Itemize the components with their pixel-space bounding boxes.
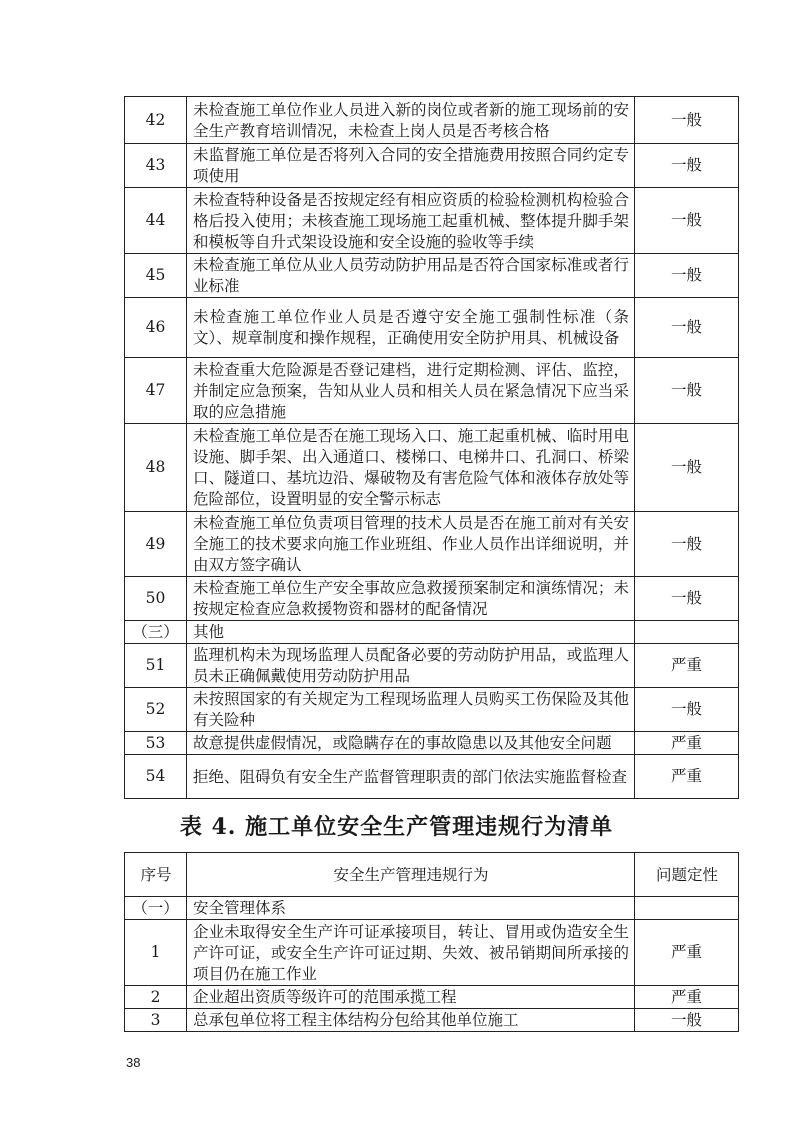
table4-title: 表 4. 施工单位安全生产管理违规行为清单 (179, 814, 614, 840)
row-description: 企业超出资质等级许可的范围承揽工程 (187, 986, 635, 1009)
row-severity: 一般 (635, 577, 739, 621)
row-number: 45 (125, 254, 187, 298)
row-severity: 一般 (635, 254, 739, 298)
row-severity: 一般 (635, 358, 739, 424)
table-row (125, 732, 739, 755)
section-severity-empty (635, 621, 739, 644)
row-severity: 严重 (635, 755, 739, 799)
table-row (125, 1009, 739, 1032)
table-row (125, 298, 739, 358)
table-row (125, 97, 739, 144)
row-number: 49 (125, 512, 187, 577)
row-number: 2 (125, 986, 187, 1009)
row-number: 48 (125, 424, 187, 512)
row-number: 52 (125, 688, 187, 732)
contractor-violations-table (124, 852, 739, 1032)
row-severity: 严重 (635, 732, 739, 755)
table-row (125, 512, 739, 577)
row-severity: 一般 (635, 512, 739, 577)
row-description: 未检查施工单位作业人员是否遵守安全施工强制性标准（条文）、规章制度和操作规程，正确使用安全防护用具、机械设备 (187, 298, 635, 358)
row-description: 未检查施工单位从业人员劳动防护用品是否符合国家标准或者行业标准 (187, 254, 635, 298)
row-severity: 严重 (635, 986, 739, 1009)
table-row (125, 577, 739, 621)
row-severity: 一般 (635, 97, 739, 144)
row-number: 3 (125, 1009, 187, 1032)
row-severity: 一般 (635, 188, 739, 254)
table-row (125, 920, 739, 986)
table-row (125, 358, 739, 424)
row-number: 51 (125, 644, 187, 688)
row-description: 未检查施工单位生产安全事故应急救援预案制定和演练情况；未按规定检查应急救援物资和器材的配备情况 (187, 577, 635, 621)
table-row (125, 424, 739, 512)
section-title: 其他 (187, 621, 635, 644)
table-row (125, 644, 739, 688)
row-description: 未检查施工单位是否在施工现场入口、施工起重机械、临时用电设施、脚手架、出入通道口、楼梯口、电梯井口、孔洞口、桥梁口、隧道口、基坑边沿、爆破物及有害危险气体和液体存放处等危险部位，设置明显的安全警示标志 (187, 424, 635, 512)
row-description: 总承包单位将工程主体结构分包给其他单位施工 (187, 1009, 635, 1032)
row-description: 未检查施工单位作业人员进入新的岗位或者新的施工现场前的安全生产教育培训情况，未检查上岗人员是否考核合格 (187, 97, 635, 144)
row-severity: 严重 (635, 644, 739, 688)
row-number: 54 (125, 755, 187, 799)
header-severity: 问题定性 (635, 853, 739, 897)
section-row (125, 897, 739, 920)
row-description: 未检查重大危险源是否登记建档，进行定期检测、评估、监控，并制定应急预案，告知从业人员和相关人员在紧急情况下应当采取的应急措施 (187, 358, 635, 424)
row-description: 未检查特种设备是否按规定经有相应资质的检验检测机构检验合格后投入使用；未核查施工现场施工起重机械、整体提升脚手架和模板等自升式架设设施和安全设施的验收等手续 (187, 188, 635, 254)
row-number: 50 (125, 577, 187, 621)
row-number: 47 (125, 358, 187, 424)
row-severity: 一般 (635, 1009, 739, 1032)
section-row (125, 621, 739, 644)
section-number: （三） (125, 621, 187, 644)
row-description: 企业未取得安全生产许可证承接项目，转让、冒用或伪造安全生产许可证，或安全生产许可证过期、失效、被吊销期间所承接的项目仍在施工作业 (187, 920, 635, 986)
row-severity: 一般 (635, 298, 739, 358)
row-description: 未按照国家的有关规定为工程现场监理人员购买工伤保险及其他有关险种 (187, 688, 635, 732)
header-number: 序号 (125, 853, 187, 897)
table-row (125, 755, 739, 799)
section-severity-empty (635, 897, 739, 920)
row-number: 1 (125, 920, 187, 986)
row-number: 46 (125, 298, 187, 358)
row-number: 53 (125, 732, 187, 755)
row-severity: 一般 (635, 424, 739, 512)
section-title: 安全管理体系 (187, 897, 635, 920)
row-severity: 一般 (635, 688, 739, 732)
row-description: 未检查施工单位负责项目管理的技术人员是否在施工前对有关安全施工的技术要求向施工作业班组、作业人员作出详细说明，并由双方签字确认 (187, 512, 635, 577)
page-number: 38 (126, 1055, 141, 1070)
row-description: 监理机构未为现场监理人员配备必要的劳动防护用品，或监理人员未正确佩戴使用劳动防护用品 (187, 644, 635, 688)
table-row (125, 188, 739, 254)
table-row (125, 986, 739, 1009)
row-description: 故意提供虚假情况，或隐瞒存在的事故隐患以及其他安全问题 (187, 732, 635, 755)
row-severity: 严重 (635, 920, 739, 986)
row-severity: 一般 (635, 144, 739, 188)
table-row (125, 688, 739, 732)
row-number: 44 (125, 188, 187, 254)
table-row (125, 254, 739, 298)
row-description: 拒绝、阻碍负有安全生产监督管理职责的部门依法实施监督检查 (187, 755, 635, 799)
row-description: 未监督施工单位是否将列入合同的安全措施费用按照合同约定专项使用 (187, 144, 635, 188)
row-number: 43 (125, 144, 187, 188)
section-number: （一） (125, 897, 187, 920)
table-header-row (125, 853, 739, 897)
row-number: 42 (125, 97, 187, 144)
header-behavior: 安全生产管理违规行为 (187, 853, 635, 897)
table-row (125, 144, 739, 188)
supervision-violations-table-continued (124, 96, 739, 799)
